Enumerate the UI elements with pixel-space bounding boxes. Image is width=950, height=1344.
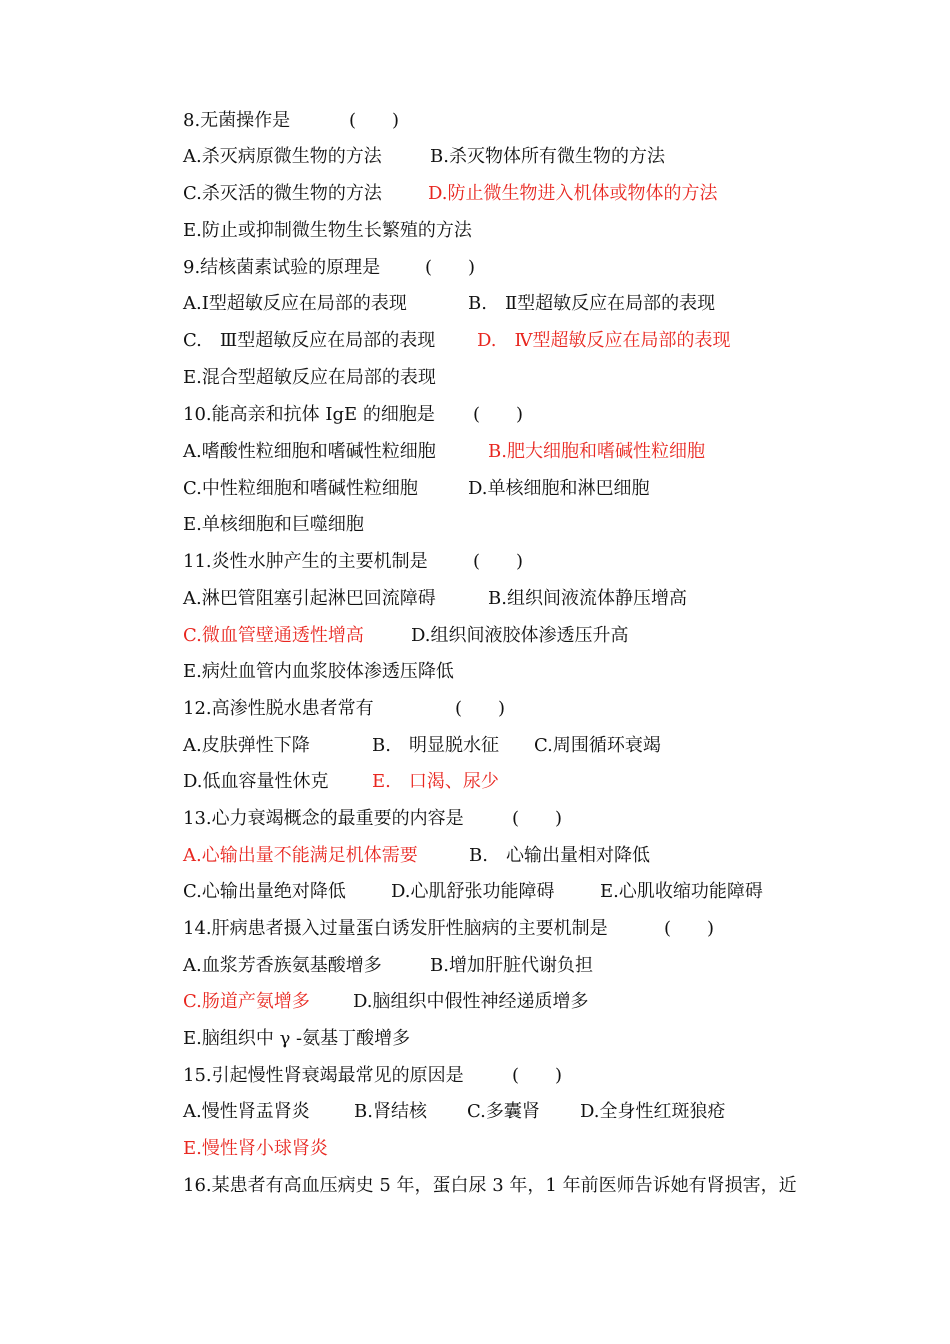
question-text: B.杀灭物体所有微生物的方法 bbox=[430, 146, 665, 167]
question-text: C.多囊肾 bbox=[467, 1101, 540, 1122]
question-text: D.组织间液胶体渗透压升高 bbox=[411, 625, 629, 646]
question-text: 15.引起慢性肾衰竭最常见的原因是 bbox=[183, 1065, 464, 1086]
question-text: A.慢性肾盂肾炎 bbox=[183, 1101, 310, 1122]
question-text: B. 心输出量相对降低 bbox=[469, 845, 650, 866]
question-text: B.肾结核 bbox=[354, 1101, 427, 1122]
answer-blank: ( ) bbox=[473, 551, 524, 572]
question-text: C.心输出量绝对降低 bbox=[183, 881, 346, 902]
question-text: A.淋巴管阻塞引起淋巴回流障碍 bbox=[183, 588, 436, 609]
question-text: E.混合型超敏反应在局部的表现 bbox=[183, 367, 436, 388]
question-text: E.心肌收缩功能障碍 bbox=[600, 881, 763, 902]
answer-blank: ( ) bbox=[473, 404, 524, 425]
question-text: B.组织间液流体静压增高 bbox=[488, 588, 687, 609]
question-text: 11.炎性水肿产生的主要机制是 bbox=[183, 551, 428, 572]
question-text: A.杀灭病原微生物的方法 bbox=[183, 146, 382, 167]
question-text: 14.肝病患者摄入过量蛋白诱发肝性脑病的主要机制是 bbox=[183, 918, 608, 939]
question-text: C. Ⅲ型超敏反应在局部的表现 bbox=[183, 330, 436, 351]
correct-answer-text: C.肠道产氨增多 bbox=[183, 991, 310, 1012]
answer-blank: ( ) bbox=[512, 1065, 563, 1086]
correct-answer-text: A.心输出量不能满足机体需要 bbox=[183, 845, 418, 866]
question-text: A.Ⅰ型超敏反应在局部的表现 bbox=[183, 293, 407, 314]
question-text: C.中性粒细胞和嗜碱性粒细胞 bbox=[183, 478, 418, 499]
question-text: B. Ⅱ型超敏反应在局部的表现 bbox=[468, 293, 716, 314]
question-text: D.单核细胞和淋巴细胞 bbox=[468, 478, 650, 499]
question-text: 12.高渗性脱水患者常有 bbox=[183, 698, 374, 719]
question-text: E.脑组织中 γ -氨基丁酸增多 bbox=[183, 1028, 411, 1049]
answer-blank: ( ) bbox=[349, 110, 400, 131]
question-text: 16.某患者有高血压病史 5 年，蛋白尿 3 年，1 年前医师告诉她有肾损害，近 bbox=[183, 1175, 797, 1196]
question-text: D.全身性红斑狼疮 bbox=[580, 1101, 726, 1122]
correct-answer-text: D. Ⅳ型超敏反应在局部的表现 bbox=[477, 330, 731, 351]
correct-answer-text: D.防止微生物进入机体或物体的方法 bbox=[428, 183, 718, 204]
question-text: B. 明显脱水征 bbox=[372, 735, 499, 756]
question-text: E.病灶血管内血浆胶体渗透压降低 bbox=[183, 661, 454, 682]
question-text: E.防止或抑制微生物生长繁殖的方法 bbox=[183, 220, 472, 241]
correct-answer-text: E.慢性肾小球肾炎 bbox=[183, 1138, 328, 1159]
question-text: C.周围循环衰竭 bbox=[534, 735, 661, 756]
question-text: 10.能高亲和抗体 IgE 的细胞是 bbox=[183, 404, 435, 425]
question-text: A.血浆芳香族氨基酸增多 bbox=[183, 955, 382, 976]
question-text: 9.结核菌素试验的原理是 bbox=[183, 257, 381, 278]
question-text: D.脑组织中假性神经递质增多 bbox=[353, 991, 589, 1012]
question-text: D.心肌舒张功能障碍 bbox=[391, 881, 555, 902]
question-text: C.杀灭活的微生物的方法 bbox=[183, 183, 382, 204]
question-text: D.低血容量性休克 bbox=[183, 771, 329, 792]
correct-answer-text: E. 口渴、尿少 bbox=[372, 771, 499, 792]
question-text: E.单核细胞和巨噬细胞 bbox=[183, 514, 364, 535]
answer-blank: ( ) bbox=[425, 257, 476, 278]
answer-blank: ( ) bbox=[664, 918, 715, 939]
question-text: B.增加肝脏代谢负担 bbox=[430, 955, 593, 976]
correct-answer-text: B.肥大细胞和嗜碱性粒细胞 bbox=[488, 441, 705, 462]
answer-blank: ( ) bbox=[512, 808, 563, 829]
correct-answer-text: C.微血管壁通透性增高 bbox=[183, 625, 364, 646]
question-text: 8.无菌操作是 bbox=[183, 110, 291, 131]
answer-blank: ( ) bbox=[455, 698, 506, 719]
question-text: A.嗜酸性粒细胞和嗜碱性粒细胞 bbox=[183, 441, 436, 462]
question-text: 13.心力衰竭概念的最重要的内容是 bbox=[183, 808, 464, 829]
question-text: A.皮肤弹性下降 bbox=[183, 735, 310, 756]
